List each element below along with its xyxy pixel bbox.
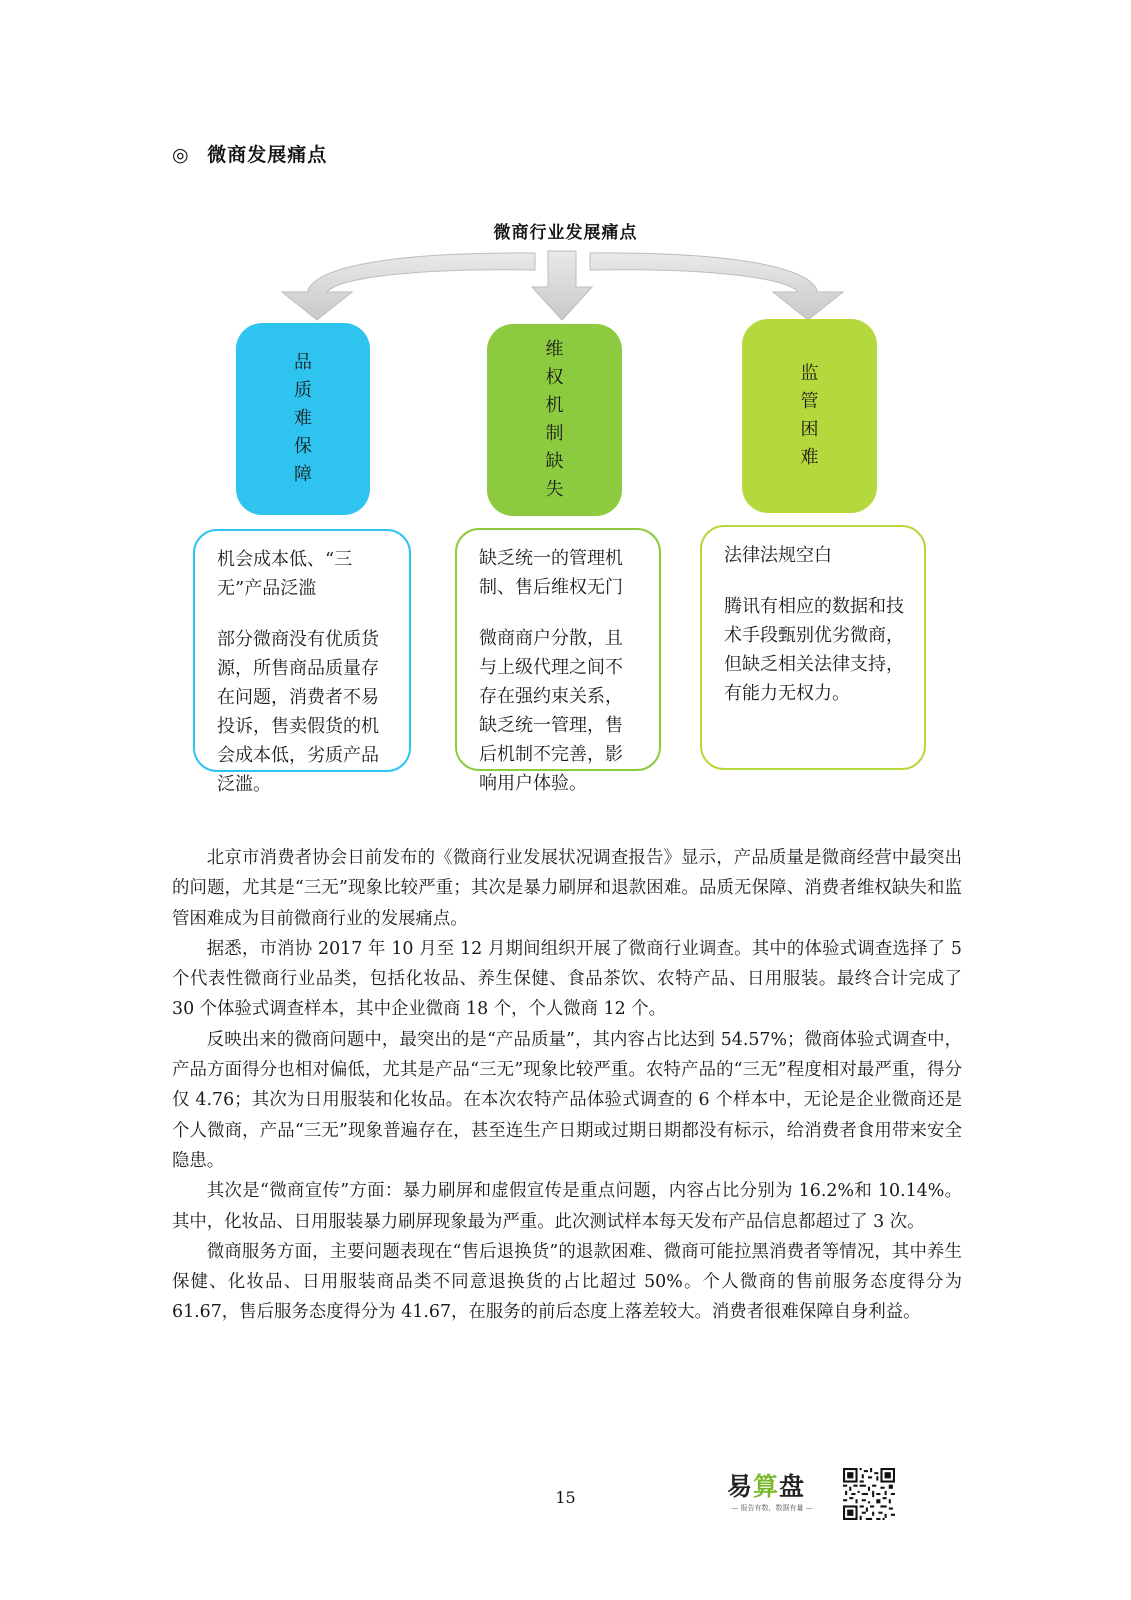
- body-text: [172, 843, 962, 1328]
- pill-char: 难: [294, 408, 312, 429]
- pill-char: 失: [545, 479, 564, 500]
- paragraph: 据悉，市消协 2017 年 10 月至 12 月期间组织开展了微商行业调查。其中的体验式调查选择了 5 个代表性微商行业品类，包括化妆品、养生保健、食品茶饮、农特产品、日用服装。最终合计完成了 30 个体验式调查样本，其中企业微商 18 个，个人微商 12 个。: [172, 938, 962, 1020]
- brand-char: 盘: [779, 1472, 806, 1501]
- page-number: 15: [555, 1488, 576, 1507]
- section-heading-text: 微商发展痛点: [207, 144, 328, 166]
- brand-name: [727, 1473, 817, 1501]
- paragraph: 微商服务方面，主要问题表现在“售后退换货”的退款困难、微商可能拉黑消费者等情况，其中养生保健、化妆品、日用服装商品类不同意退换货的占比超过 50%。个人微商的售前服务态度得分为 61.67，售后服务态度得分为 41.67，在服务的前后态度上落差较大。消费者很难保障自身利益。: [172, 1241, 962, 1323]
- detail-text: 微商商户分散，且与上级代理之间不存在强约束关系，缺乏统一管理，售后机制不完善，影响用户体验。: [479, 628, 623, 794]
- pill-quality: [236, 323, 370, 515]
- pill-char: 机: [545, 395, 564, 416]
- pill-char: 监: [800, 363, 819, 384]
- paragraph: 其次是“微商宣传”方面：暴力刷屏和虚假宣传是重点问题，内容占比分别为 16.2%和 10.14%。其中，化妆品、日用服装暴力刷屏现象最为严重。此次测试样本每天发布产品信息都超过了 3 次。: [172, 1181, 962, 1232]
- arrow-left: [282, 253, 535, 320]
- diagram-arrows: [0, 0, 1131, 340]
- pill-char: 困: [800, 419, 819, 440]
- pill-char: 维: [545, 339, 564, 360]
- pill-char: 质: [294, 380, 312, 401]
- detail-box-regulation: [700, 525, 926, 770]
- pill-char: 制: [545, 423, 564, 444]
- pill-char: 管: [800, 391, 819, 412]
- detail-summary: 机会成本低、“三无”产品泛滥: [217, 549, 353, 599]
- brand-char: 易: [727, 1472, 754, 1501]
- pill-char: 保: [294, 436, 312, 457]
- pill-regulation: [742, 319, 877, 513]
- paragraph: 反映出来的微商问题中，最突出的是“产品质量”，其内容占比达到 54.57%；微商体验式调查中，产品方面得分也相对偏低，尤其是产品“三无”现象比较严重。农特产品的“三无”程度相对最严重，得分仅 4.76；其次为日用服装和化妆品。在本次农特产品体验式调查的 6 个样本中，无论是企业微商还是个人微商，产品“三无”现象普遍存在，甚至连生产日期或过期日期都没有标示，给消费者食用带来安全隐患。: [172, 1029, 962, 1171]
- pill-char: 障: [294, 464, 312, 485]
- detail-box-rights: [455, 528, 661, 794]
- pill-char: 权: [545, 367, 564, 388]
- pill-char: 难: [800, 447, 819, 468]
- detail-text: 腾讯有相应的数据和技术手段甄别优劣微商，但缺乏相关法律支持，有能力无权力。: [724, 596, 904, 704]
- bullet-symbol: ◎: [172, 144, 190, 166]
- arrow-right: [590, 253, 843, 320]
- pill-char: 缺: [545, 451, 564, 472]
- qr-code-icon: [843, 1468, 895, 1520]
- pill-char: 品: [294, 352, 312, 373]
- diagram-title: 微商行业发展痛点: [493, 223, 638, 243]
- pill-rights: [487, 324, 622, 516]
- detail-box-quality: [193, 529, 411, 795]
- detail-summary: 缺乏统一的管理机制、售后维权无门: [479, 548, 623, 598]
- detail-summary: 法律法规空白: [724, 545, 832, 566]
- arrow-center: [532, 251, 592, 320]
- paragraph: 北京市消费者协会日前发布的《微商行业发展状况调查报告》显示，产品质量是微商经营中最突出的问题，尤其是“三无”现象比较严重；其次是暴力刷屏和退款困难。品质无保障、消费者维权缺失和监管困难成为目前微商行业的发展痛点。: [172, 848, 962, 929]
- detail-text: 部分微商没有优质货源，所售商品质量存在问题，消费者不易投诉，售卖假货的机会成本低，劣质产品泛滥。: [217, 629, 379, 795]
- brand-char: 算: [753, 1472, 780, 1501]
- brand-slogan: — 报告有数，数据有量 —: [731, 1504, 813, 1512]
- brand-logo: [727, 1473, 817, 1517]
